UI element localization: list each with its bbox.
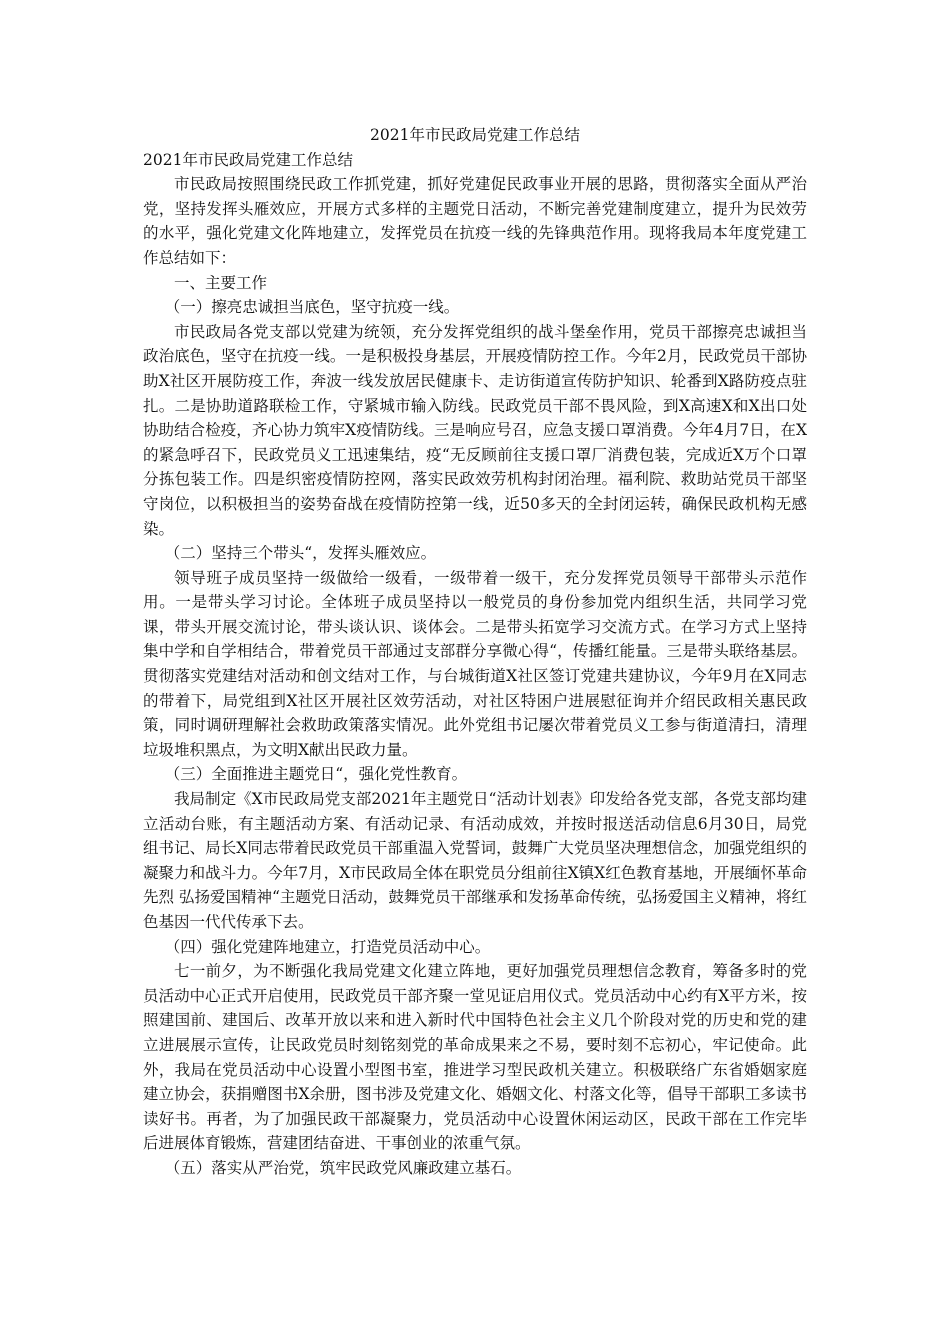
intro-paragraph: 市民政局按照围绕民政工作抓党建，抓好党建促民政事业开展的思路，贯彻落实全面从严治党，坚持发挥头雁效应，开展方式多样的主题党日活动，不断完善党建制度建立，提升为民效劳的水平，强化党建文化阵地建立，发挥党员在抗疫一线的先锋典范作用。现将我局本年度党建工作总结如下： [143,175,807,267]
item-paragraph-2: 领导班子成员坚持一级做给一级看，一级带着一级干，充分发挥党员领导干部带头示范作用。一是带头学习讨论。全体班子成员坚持以一般党员的身份参加党内组织生活，共同学习党课，带头开展交流讨论，带头谈认识、谈体会。二是带头拓宽学习交流方式。在学习方式上坚持集中学和自学相结合，带着党员干部通过支部群分享微心得“，传播红能量。三是带头联络基层。贯彻落实党建结对活动和创文结对工作，与台城街道X社区签订党建共建协议，今年9月在X同志的带着下，局党组到X社区开展社区效劳活动，对社区特困户进展慰征询并介绍民政相关惠民政策，同时调研理解社会救助政策落实情况。此外党组书记屡次带着党员义工参与街道清扫，清理垃圾堆积黑点，为文明X献出民政力量。 [143,568,807,759]
document-title: 2021年市民政局党建工作总结 [370,126,580,144]
item-heading-3: （三）全面推进主题党日“，强化党性教育。 [164,765,468,784]
section-heading-main-work: 一、主要工作 [174,273,268,292]
document-body [143,123,807,1181]
item-heading-5: （五）落实从严治党，筑牢民政党风廉政建立基石。 [164,1158,522,1177]
item-heading-1: （一）擦亮忠诚担当底色，坚守抗疫一线。 [164,298,460,317]
document-subtitle: 2021年市民政局党建工作总结 [143,150,353,169]
item-paragraph-1: 市民政局各党支部以党建为统领，充分发挥党组织的战斗堡垒作用，党员干部擦亮忠诚担当政治底色，坚守在抗疫一线。一是积极投身基层，开展疫情防控工作。今年2月，民政党员干部协助X社区开展防疫工作，奔波一线发放居民健康卡、走访街道宣传防护知识、轮番到X路防疫点驻扎。二是协助道路联检工作，守紧城市输入防线。民政党员干部不畏风险，到X高速X和X出口处协助结合检疫，齐心协力筑牢X疫情防线。三是响应号召，应急支援口罩消费。今年4月7日，在X的紧急呼召下，民政党员义工迅速集结，疫“无反顾前往支援口罩厂消费包装，完成近X万个口罩分拣包装工作。四是织密疫情防控网，落实民政效劳机构封闭治理。福利院、救助站党员干部坚守岗位，以积极担当的姿势奋战在疫情防控第一线，近50多天的全封闭运转，确保民政机构无感染。 [143,322,807,538]
item-heading-4: （四）强化党建阵地建立，打造党员活动中心。 [164,937,491,956]
item-paragraph-3: 我局制定《X市民政局党支部2021年主题党日“活动计划表》印发给各党支部，各党支部均建立活动台账，有主题活动方案、有活动记录、有活动成效，并按时报送活动信息6月30日，局党组书记、局长X同志带着民政党员干部重温入党誓词，鼓舞广大党员坚决理想信念，加强党组织的凝聚力和战斗力。今年7月，X市民政局全体在职党员分组前往X镇X红色教育基地，开展缅怀革命先烈 弘扬爱国精神“主题党日活动，鼓舞党员干部继承和发扬革命传统，弘扬爱国主义精神，将红色基因一代代传承下去。 [143,790,807,931]
item-paragraph-4: 七一前夕，为不断强化我局党建文化建立阵地，更好加强党员理想信念教育，筹备多时的党员活动中心正式开启使用，民政党员干部齐聚一堂见证启用仪式。党员活动中心约有X平方米，按照建国前、建国后、改革开放以来和进入新时代中国特色社会主义几个阶段对党的历史和党的建立进展展示宣传，让民政党员时刻铭刻党的革命成果来之不易，要时刻不忘初心，牢记使命。此外，我局在党员活动中心设置小型图书室，推进学习型民政机关建立。积极联络广东省婚姻家庭建立协会，获捐赠图书X余册，图书涉及党建文化、婚姻文化、村落文化等，倡导干部职工多读书读好书。再者，为了加强民政干部凝聚力，党员活动中心设置休闲运动区，民政干部在工作完毕后进展体育锻炼，营建团结奋进、干事创业的浓重气氛。 [143,962,807,1153]
item-heading-2: （二）坚持三个带头“，发挥头雁效应。 [164,544,437,563]
